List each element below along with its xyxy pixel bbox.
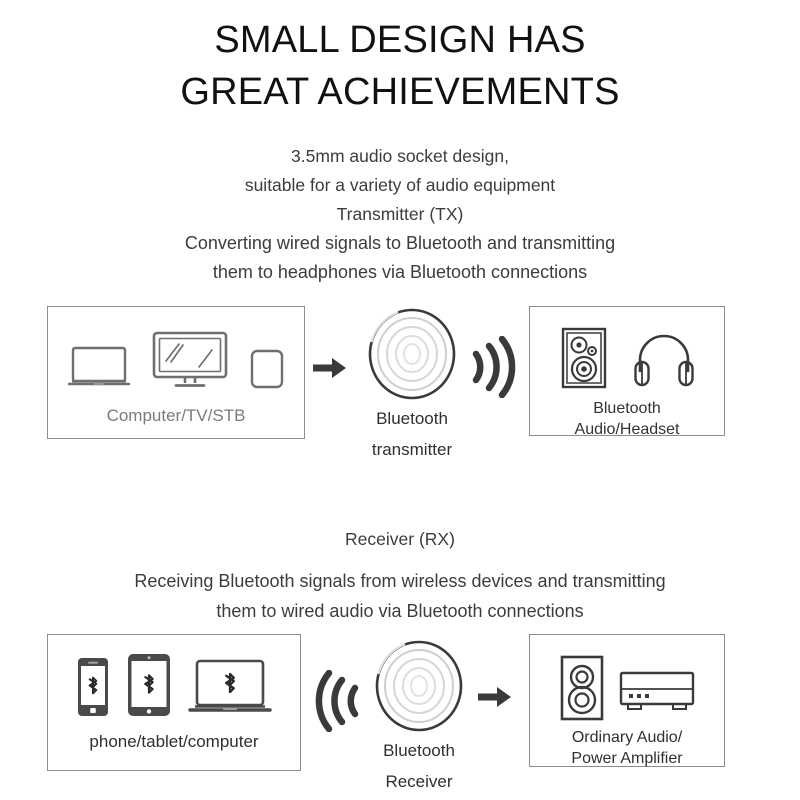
laptop-bluetooth-icon bbox=[188, 659, 272, 717]
rx-source-icons bbox=[76, 653, 272, 717]
laptop-icon bbox=[68, 345, 130, 389]
tx-device-caption-2: transmitter bbox=[371, 440, 453, 459]
rx-source-panel bbox=[47, 634, 301, 771]
intro-line-4: Converting wired signals to Bluetooth and transmitting bbox=[184, 233, 616, 253]
tx-target-label-line-1: Bluetooth bbox=[593, 400, 661, 417]
headline-line-1: SMALL DESIGN HAS bbox=[214, 19, 586, 61]
receiver-diagram bbox=[0, 628, 800, 800]
rx-target-label-line-2: Power Amplifier bbox=[571, 750, 683, 767]
rx-device-caption-2: Receiver bbox=[385, 772, 453, 791]
tx-target-icons bbox=[560, 327, 694, 389]
set-top-box-icon bbox=[250, 349, 284, 389]
receiver-desc-line-2: them to wired audio via Bluetooth connections bbox=[216, 601, 584, 621]
bluetooth-dongle-icon bbox=[344, 640, 494, 732]
bluetooth-transmitter-device bbox=[337, 308, 487, 462]
tx-target-label bbox=[575, 398, 680, 440]
tx-source-icons bbox=[68, 331, 284, 389]
headline-line-2: GREAT ACHIEVEMENTS bbox=[180, 71, 620, 113]
signal-waves-right-icon bbox=[470, 336, 516, 398]
speaker-cabinet-icon bbox=[560, 327, 608, 389]
tablet-bluetooth-icon bbox=[126, 653, 172, 717]
intro-text-block bbox=[0, 142, 800, 287]
rx-target-icons bbox=[559, 655, 695, 721]
rx-target-panel bbox=[529, 634, 725, 767]
rx-source-label: phone/tablet/computer bbox=[89, 732, 259, 751]
receiver-desc-line-1: Receiving Bluetooth signals from wireless devices and transmitting bbox=[134, 571, 666, 591]
tx-device-caption-1: Bluetooth bbox=[376, 409, 448, 428]
receiver-text-block bbox=[0, 524, 800, 626]
arrow-right-icon bbox=[477, 684, 513, 710]
transmitter-section-label: Transmitter (TX) bbox=[336, 204, 464, 224]
phone-bluetooth-icon bbox=[76, 657, 110, 717]
receiver-section-label: Receiver (RX) bbox=[345, 529, 455, 549]
rx-target-label-line-1: Ordinary Audio/ bbox=[571, 729, 683, 746]
power-amplifier-icon bbox=[619, 669, 695, 713]
tx-target-label-line-2: Audio/Headset bbox=[574, 421, 680, 438]
transmitter-diagram bbox=[0, 300, 800, 470]
tx-target-panel bbox=[529, 306, 725, 436]
rx-target-label bbox=[571, 727, 682, 769]
bluetooth-receiver-device bbox=[344, 640, 494, 794]
rx-device-caption-1: Bluetooth bbox=[383, 741, 455, 760]
bluetooth-dongle-icon bbox=[337, 308, 487, 400]
intro-line-5: them to headphones via Bluetooth connections bbox=[212, 262, 588, 282]
tv-monitor-icon bbox=[152, 331, 228, 389]
speaker-cabinet-icon bbox=[559, 655, 605, 721]
headphones-icon bbox=[634, 331, 694, 389]
headline bbox=[0, 14, 800, 118]
tx-source-panel bbox=[47, 306, 305, 439]
intro-line-2: suitable for a variety of audio equipment bbox=[244, 175, 556, 195]
tx-source-label: Computer/TV/STB bbox=[106, 406, 246, 425]
intro-line-1: 3.5mm audio socket design, bbox=[291, 146, 509, 166]
